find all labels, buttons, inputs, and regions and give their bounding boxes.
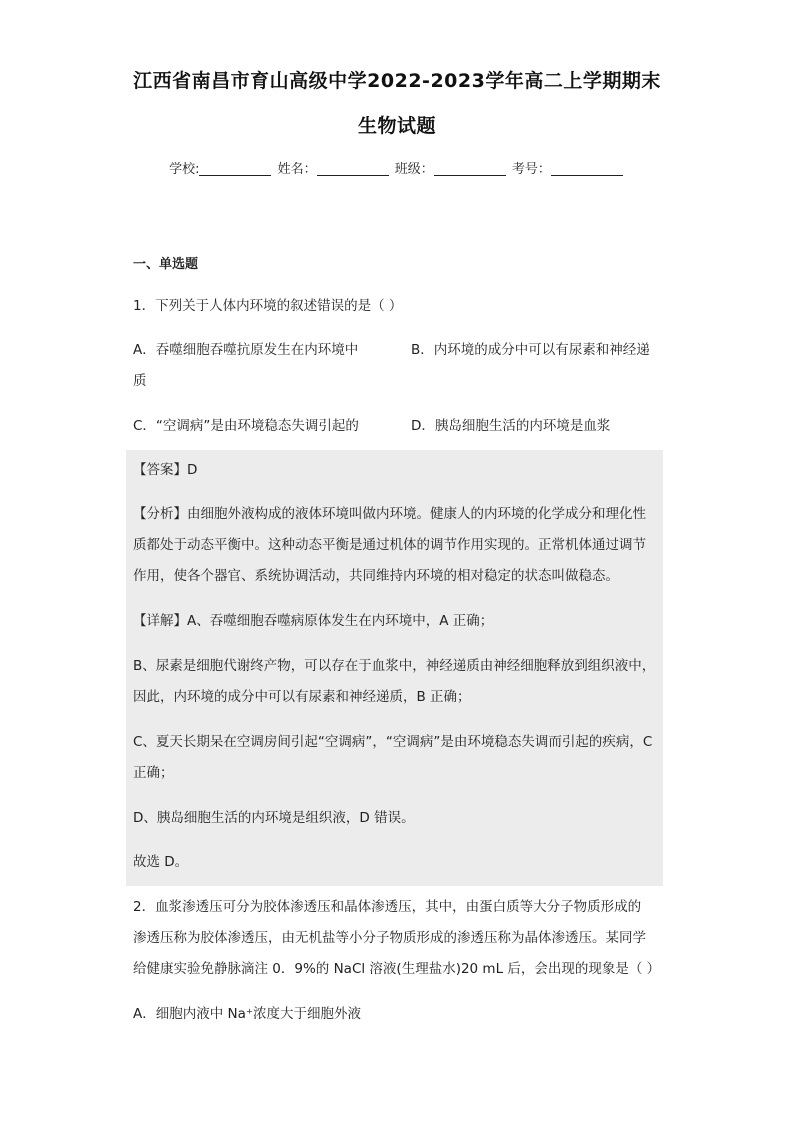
question-2-stem-line-2: 渗透压称为胶体渗透压，由无机盐等小分子物质形成的渗透压称为晶体渗透压。某同学 <box>133 930 646 946</box>
answer-line <box>133 458 197 478</box>
school-label: 学校: <box>169 162 200 177</box>
analysis-tag: 【分析】 <box>133 506 187 522</box>
section-heading: 一、单选题 <box>133 257 199 272</box>
analysis-text-1: 由细胞外液构成的液体环境叫做内环境。健康人的内环境的化学成分和理化性 <box>187 506 646 522</box>
question-1-option-a: A．吞噬细胞吞噬抗原发生在内环境中 <box>133 342 359 358</box>
question-1-option-d: D．胰岛细胞生活的内环境是血浆 <box>411 418 611 434</box>
school-blank <box>199 161 271 176</box>
exam-number-label: 考号： <box>511 162 551 177</box>
analysis-line-1 <box>133 502 646 522</box>
detail-line-d: D、胰岛细胞生活的内环境是组织液，D 错误。 <box>133 810 415 826</box>
question-2-stem-line-1: 2．血浆渗透压可分为胶体渗透压和晶体渗透压，其中，由蛋白质等大分子物质形成的 <box>133 899 642 915</box>
question-2-stem-line-3: 给健康实验免静脉滴注 0．9%的 NaCl 溶液(生理盐水)20 mL 后，会出现的现象是（ ） <box>133 961 661 977</box>
detail-text-a: A、吞噬细胞吞噬病原体发生在内环境中，A 正确； <box>187 613 494 629</box>
question-2-option-a: A．细胞内液中 Na⁺浓度大于细胞外液 <box>133 1006 362 1022</box>
document-title-line2: 生物试题 <box>357 115 436 137</box>
detail-line-a <box>133 609 493 629</box>
name-blank <box>317 161 389 176</box>
question-1-option-c: C．“空调病”是由环境稳态失调引起的 <box>133 418 359 434</box>
student-info-row <box>0 158 794 177</box>
analysis-line-3: 作用，使各个器官、系统协调活动，共同维持内环境的相对稳定的状态叫做稳态。 <box>133 568 619 584</box>
detail-line-c-1: C、夏天长期呆在空调房间引起“空调病”，“空调病”是由环境稳态失调而引起的疾病，C <box>133 734 653 750</box>
conclusion-line: 故选 D。 <box>133 854 189 870</box>
detail-tag: 【详解】 <box>133 613 187 629</box>
detail-line-b-2: 因此，内环境的成分中可以有尿素和神经递质，B 正确； <box>133 689 471 705</box>
document-title-line1: 江西省南昌市育山高级中学2022-2023学年高二上学期期末 <box>133 70 661 92</box>
question-1-option-b-continued: 质 <box>133 373 147 389</box>
class-blank <box>434 161 506 176</box>
detail-line-b-1: B、尿素是细胞代谢终产物，可以存在于血浆中，神经递质由神经细胞释放到组织液中， <box>133 658 656 674</box>
class-label: 班级： <box>394 162 434 177</box>
exam-number-blank <box>551 161 623 176</box>
question-1-stem: 1．下列关于人体内环境的叙述错误的是（ ） <box>133 298 403 314</box>
detail-line-c-2: 正确； <box>133 765 174 781</box>
analysis-line-2: 质都处于动态平衡中。这种动态平衡是通过机体的调节作用实现的。正常机体通过调节 <box>133 537 646 553</box>
question-1-option-b: B．内环境的成分中可以有尿素和神经递 <box>411 342 650 358</box>
name-label: 姓名： <box>277 162 317 177</box>
answer-value: D <box>187 462 198 478</box>
answer-explanation-box <box>126 450 663 886</box>
answer-tag: 【答案】 <box>133 462 187 478</box>
